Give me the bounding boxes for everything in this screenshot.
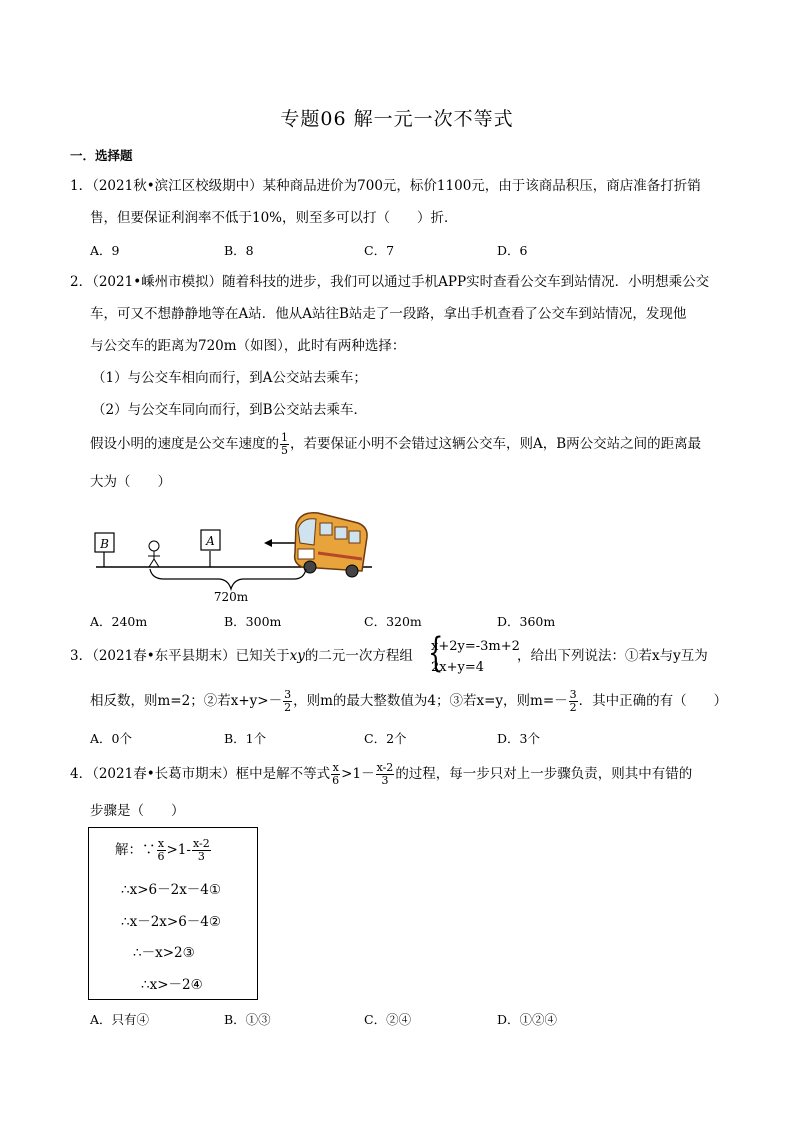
solution-step-2: ∴x－2x>6－4② [121, 914, 221, 930]
q3-fraction-1-den: 2 [284, 701, 292, 714]
q4-line1-end: 的过程，每一步只对上一步骤负责，则其中有错的 [395, 766, 693, 782]
step0-fraction-2 [192, 838, 211, 863]
q3-fraction-1 [283, 689, 292, 714]
q4-fraction-2 [376, 762, 395, 787]
q2-line4-end: ，若要保证小明不会错过这辆公交车，则A，B两公交站之间的距离最 [290, 436, 702, 452]
q1-option-b: B．8 [224, 243, 254, 258]
equation-system [431, 636, 520, 678]
solution-step-0 [115, 838, 212, 863]
q3-line1-end: ，给出下列说法：①若x与y互为 [517, 648, 708, 664]
q4-line2: 步骤是（ ） [90, 803, 185, 819]
bus-distance-figure [90, 505, 380, 605]
q3-fraction-1-num: 3 [284, 688, 292, 701]
equation-system-brace: { [428, 630, 444, 676]
q3-fraction-2-den: 2 [569, 701, 577, 714]
q2-choice2: （2）与公交车同向而行，到B公交站去乘车． [92, 402, 368, 418]
q3-line1-start [70, 647, 413, 665]
q4-line1-mid: >1－ [341, 766, 375, 782]
q2-option-d: D．360m [497, 614, 556, 629]
q3-option-c: C．2个 [364, 731, 407, 746]
q4-fraction-2-num: x-2 [376, 761, 394, 774]
distance-label: 720m [213, 590, 249, 604]
q1-line2: 售，但要保证利润率不低于10%，则至多可以打（ ）折． [90, 210, 458, 226]
q3-line2-part2: ，则m的最大整数值为4；③若x=y，则m=－ [293, 693, 568, 709]
q3-fraction-2-num: 3 [569, 688, 577, 701]
step0-fraction-2-num: x-2 [192, 837, 210, 850]
q2-option-a: A．240m [90, 614, 148, 629]
q4-fraction-1-den: 6 [332, 774, 340, 787]
page-title: 专题06 解一元一次不等式 [280, 108, 514, 130]
q1-line1: 1．（2021秋•滨江区校级期中）某种商品进价为700元，标价1100元，由于该商品积压，商店准备打折销 [70, 178, 701, 194]
q2-option-c: C．320m [364, 614, 422, 629]
q2-fraction-numerator: 1 [281, 431, 288, 444]
q3-option-b: B．1个 [224, 731, 267, 746]
solution-steps-box [88, 827, 258, 1000]
q2-line1: 2．（2021•嵊州市模拟）随着科技的进步，我们可以通过手机APP实时查看公交车到站情况．小明想乘公交 [70, 274, 710, 290]
q3-line1-mid: 的二元一次方程组 [304, 648, 413, 664]
q1-option-d: D．6 [497, 243, 528, 258]
q4-option-b: B．①③ [224, 1012, 271, 1027]
q4-fraction-1-num: x [332, 761, 339, 774]
q3-line1-prefix: 3．（2021春•东平县期末）已知关于 [70, 648, 290, 664]
solution-step-4: ∴x>－2④ [141, 977, 203, 993]
q4-option-d: D．①②④ [497, 1012, 558, 1027]
equation-1: x+2y=-3m+2 [431, 639, 520, 654]
q4-line1 [70, 762, 692, 787]
q3-option-d: D．3个 [497, 731, 540, 746]
person-figure [148, 541, 160, 567]
q3-fraction-2 [569, 689, 578, 714]
q2-option-b: B．300m [224, 614, 282, 629]
q2-fraction [280, 432, 289, 457]
q3-line2-part1: 相反数，则m=2；②若x+y>－ [90, 693, 283, 709]
q4-fraction-2-den: 3 [381, 774, 389, 787]
q3-line2 [90, 689, 727, 714]
bus-icon [295, 513, 367, 577]
q2-line3: 与公交车的距离为720m（如图），此时有两种选择： [90, 338, 406, 354]
arrow-left-icon [264, 539, 295, 547]
distance-brace [150, 569, 306, 589]
q3-option-a: A．0个 [90, 731, 132, 746]
equation-2: 2x+y=4 [431, 660, 485, 675]
step0-fraction-1 [157, 838, 166, 863]
q1-option-a: A．9 [90, 243, 120, 258]
step0-prefix: 解：∵ [115, 842, 156, 858]
q2-line5: 大为（ ） [90, 474, 171, 490]
stop-b-label: B [100, 537, 109, 551]
q2-choice1: （1）与公交车相向而行，到A公交站去乘车； [92, 370, 367, 386]
step0-fraction-2-den: 3 [197, 850, 205, 863]
q2-fraction-denominator: 5 [281, 444, 288, 457]
q4-line1-prefix: 4．（2021春•长葛市期末）框中是解不等式 [70, 766, 331, 782]
solution-step-3: ∴－x>2③ [133, 945, 195, 961]
stop-a-label: A [206, 534, 215, 548]
q3-line2-part3: ．其中正确的有（ ） [578, 693, 728, 709]
q4-fraction-1 [331, 762, 340, 787]
q4-option-a: A．只有④ [90, 1012, 150, 1027]
q4-option-c: C．②④ [364, 1012, 412, 1027]
step0-mid: >1- [166, 842, 191, 858]
step0-fraction-1-den: 6 [157, 850, 165, 863]
step0-fraction-1-num: x [157, 837, 165, 850]
solution-step-1: ∴x>6－2x－4① [121, 882, 221, 898]
q2-line4-start: 假设小明的速度是公交车速度的 [90, 436, 279, 452]
q2-line2: 车，可又不想静静地等在A站．他从A站往B站走了一段路，拿出手机查看了公交车到站情况，发现他 [90, 306, 687, 322]
section-heading: 一．选择题 [70, 148, 133, 163]
q3-variables: xy [289, 648, 305, 664]
q1-option-c: C．7 [364, 243, 395, 258]
q2-line4 [90, 432, 701, 457]
